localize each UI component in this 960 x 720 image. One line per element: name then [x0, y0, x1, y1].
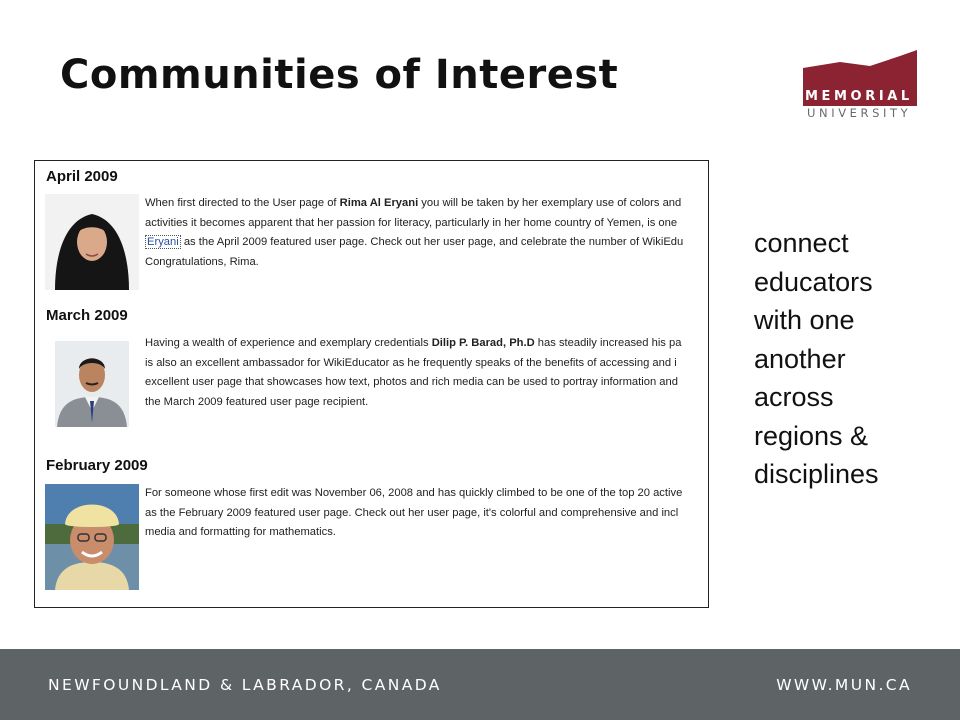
text-span: the March 2009 featured user page recipient.	[145, 395, 369, 408]
man-in-suit-photo	[55, 341, 129, 427]
entry-heading: March 2009	[46, 307, 128, 324]
embedded-wiki-screenshot	[34, 160, 709, 608]
text-span: as the April 2009 featured user page. Check out her user page, and celebrate the number of WikiEdu	[180, 236, 684, 248]
text-span: Having a wealth of experience and exemplary credentials	[145, 337, 432, 349]
entry-heading: February 2009	[46, 457, 148, 474]
text-span: media and formatting for mathematics.	[145, 526, 336, 538]
entry-line	[145, 194, 709, 214]
footer-website: WWW.MUN.CA	[776, 676, 912, 694]
tagline-line: regions &	[754, 420, 869, 451]
entry-line	[145, 523, 709, 543]
text-span: For someone whose first edit was November 06, 2008 and has quickly climbed to be one of the top 20 active	[145, 487, 683, 499]
entry-line	[145, 334, 709, 354]
tagline-line: connect	[754, 228, 849, 258]
entry-line	[145, 354, 709, 374]
entry-line	[145, 484, 709, 504]
featured-user-name: Rima Al Eryani	[339, 197, 419, 209]
footer-bar	[0, 649, 960, 720]
logo-text-university: UNIVERSITY	[807, 106, 912, 120]
entry-text	[145, 194, 709, 272]
tagline-line: disciplines	[754, 459, 879, 489]
entry-line	[145, 504, 709, 524]
woman-in-black-hijab-photo	[45, 194, 139, 290]
slide-title: Communities of Interest	[60, 52, 619, 98]
text-span: as the February 2009 featured user page. Check out her user page, it's colorful and comprehensive and incl	[145, 506, 679, 519]
tagline-line: educators	[754, 266, 873, 297]
entry-line	[145, 233, 709, 253]
entry-line	[145, 214, 709, 234]
text-span: you will be taken by her exemplary use of colors and	[418, 197, 682, 209]
text-span: is also an excellent ambassador for WikiEducator as he frequently speaks of the benefits of accessing and i	[145, 356, 677, 369]
text-span: When first directed to the User page of	[145, 197, 340, 209]
entry-text	[145, 484, 709, 543]
slide-tagline	[754, 224, 944, 494]
text-span: excellent user page that showcases how text, photos and rich media can be used to portray information and	[145, 376, 678, 388]
footer-location: NEWFOUNDLAND & LABRADOR, CANADA	[48, 676, 442, 694]
text-span: activities it becomes apparent that her passion for literacy, particularly in her home country of Yemen, is one	[145, 216, 678, 229]
tagline-line: with one	[754, 305, 855, 335]
entry-text	[145, 334, 709, 412]
tagline-line: another	[754, 343, 846, 374]
entry-heading: April 2009	[46, 168, 118, 185]
memorial-university-logo	[800, 48, 920, 122]
entry-line	[145, 393, 709, 413]
user-link[interactable]: Eryani	[147, 236, 179, 248]
tagline-line: across	[754, 382, 834, 412]
woman-with-cap-photo	[45, 484, 139, 590]
entry-line	[145, 373, 709, 393]
text-span: Congratulations, Rima.	[145, 255, 259, 268]
entry-line	[145, 253, 709, 273]
featured-user-name: Dilip P. Barad, Ph.D	[431, 337, 535, 349]
text-span: has steadily increased his pa	[534, 337, 682, 349]
logo-text-memorial: MEMORIAL	[805, 89, 913, 104]
